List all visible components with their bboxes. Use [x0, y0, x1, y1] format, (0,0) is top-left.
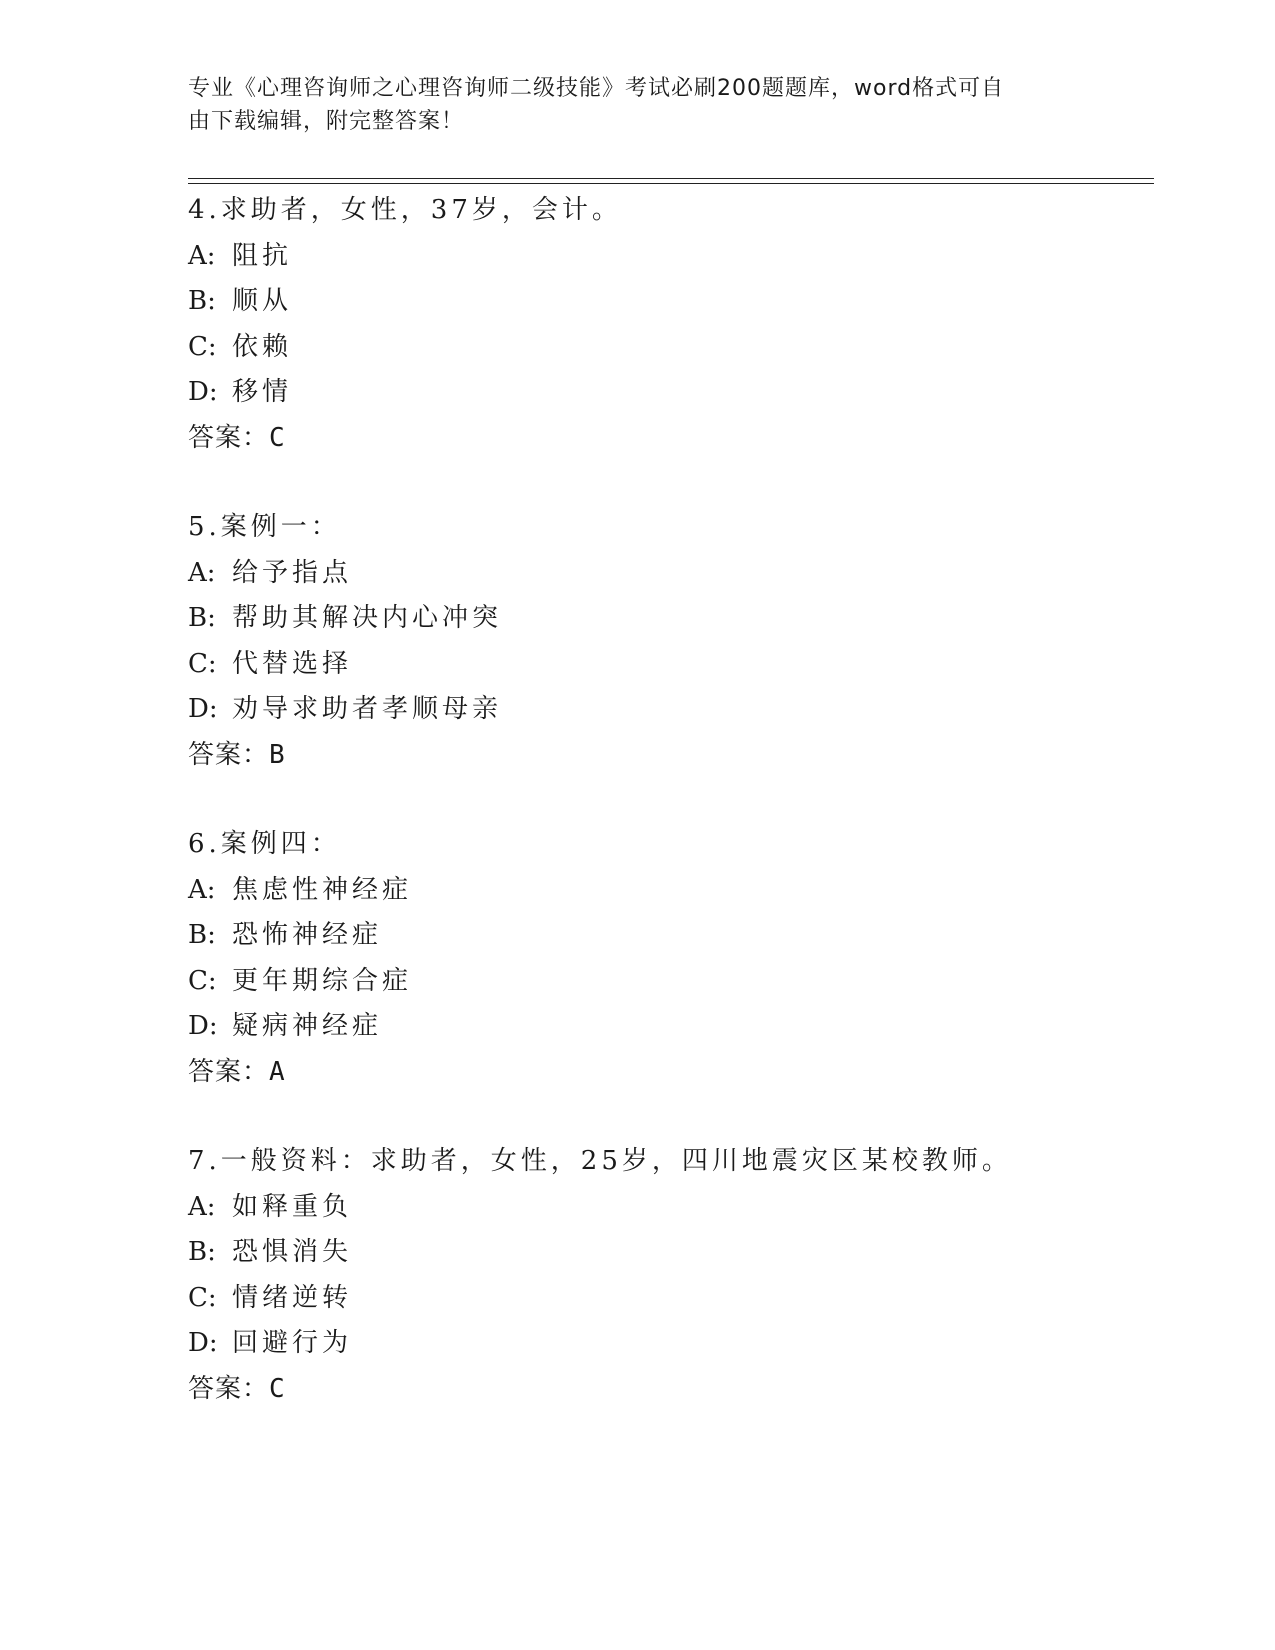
- question-stem: 7.一般资料：求助者，女性，25岁，四川地震灾区某校教师。: [188, 1146, 1012, 1176]
- option-text: 阻抗: [232, 240, 293, 271]
- option-a: [188, 234, 1168, 280]
- option-letter: A:: [188, 240, 216, 271]
- answer-line: [188, 1367, 1168, 1413]
- option-letter: D:: [188, 1011, 218, 1041]
- answer-label: 答案：: [188, 1056, 270, 1087]
- option-a: [188, 868, 1168, 914]
- option-letter: B:: [188, 1237, 216, 1267]
- question-stem: 6.案例四：: [188, 829, 341, 859]
- option-letter: B:: [188, 920, 216, 950]
- option-letter: D:: [188, 1328, 218, 1358]
- question-block: [188, 822, 1168, 1095]
- option-text: 顺从: [232, 286, 293, 316]
- document-header: [188, 72, 1088, 138]
- option-b: [188, 279, 1168, 325]
- option-text: 恐惧消失: [232, 1237, 353, 1267]
- option-text: 更年期综合症: [232, 965, 413, 996]
- option-text: 情绪逆转: [232, 1282, 353, 1313]
- option-c: [188, 1276, 1168, 1322]
- option-letter: A:: [188, 874, 216, 905]
- answer-label: 答案：: [188, 422, 270, 453]
- answer-line: [188, 733, 1168, 779]
- option-text: 依赖: [232, 331, 293, 362]
- answer-line: [188, 1050, 1168, 1096]
- question-block: [188, 188, 1168, 461]
- question-block: [188, 505, 1168, 778]
- header-line-1: 专业《心理咨询师之心理咨询师二级技能》考试必刷200题题库，word格式可自: [188, 76, 1005, 101]
- header-line-2: 由下载编辑，附完整答案！: [188, 109, 465, 134]
- option-letter: D:: [188, 377, 218, 407]
- option-d: [188, 370, 1168, 416]
- option-letter: C:: [188, 331, 217, 362]
- answer-value: B: [269, 739, 286, 770]
- option-d: [188, 1321, 1168, 1367]
- option-text: 代替选择: [232, 648, 353, 679]
- option-letter: A:: [188, 1191, 216, 1222]
- option-text: 劝导求助者孝顺母亲: [232, 694, 503, 724]
- option-text: 焦虑性神经症: [232, 874, 413, 905]
- answer-label: 答案：: [188, 1373, 270, 1404]
- option-d: [188, 687, 1168, 733]
- option-text: 帮助其解决内心冲突: [232, 603, 503, 633]
- option-text: 恐怖神经症: [232, 920, 383, 950]
- answer-line: [188, 416, 1168, 462]
- answer-value: C: [269, 1373, 286, 1404]
- option-c: [188, 642, 1168, 688]
- header-divider-top: [188, 178, 1154, 179]
- option-letter: D:: [188, 694, 218, 724]
- option-b: [188, 913, 1168, 959]
- answer-value: A: [269, 1056, 286, 1087]
- option-letter: B:: [188, 286, 216, 316]
- option-text: 回避行为: [232, 1328, 353, 1358]
- question-stem: 5.案例一：: [188, 512, 341, 542]
- option-c: [188, 959, 1168, 1005]
- answer-value: C: [269, 422, 286, 453]
- option-b: [188, 1230, 1168, 1276]
- question-stem: 4.求助者，女性，37岁，会计。: [188, 195, 622, 225]
- option-letter: B:: [188, 603, 216, 633]
- option-b: [188, 596, 1168, 642]
- option-text: 移情: [232, 377, 293, 407]
- question-block: [188, 1139, 1168, 1412]
- header-divider-bottom: [188, 183, 1154, 184]
- option-text: 给予指点: [232, 557, 353, 588]
- option-d: [188, 1004, 1168, 1050]
- option-text: 如释重负: [232, 1191, 353, 1222]
- option-a: [188, 551, 1168, 597]
- option-c: [188, 325, 1168, 371]
- option-letter: C:: [188, 965, 217, 996]
- option-letter: C:: [188, 648, 217, 679]
- option-text: 疑病神经症: [232, 1011, 383, 1041]
- option-letter: A:: [188, 557, 216, 588]
- option-letter: C:: [188, 1282, 217, 1313]
- option-a: [188, 1185, 1168, 1231]
- answer-label: 答案：: [188, 739, 270, 770]
